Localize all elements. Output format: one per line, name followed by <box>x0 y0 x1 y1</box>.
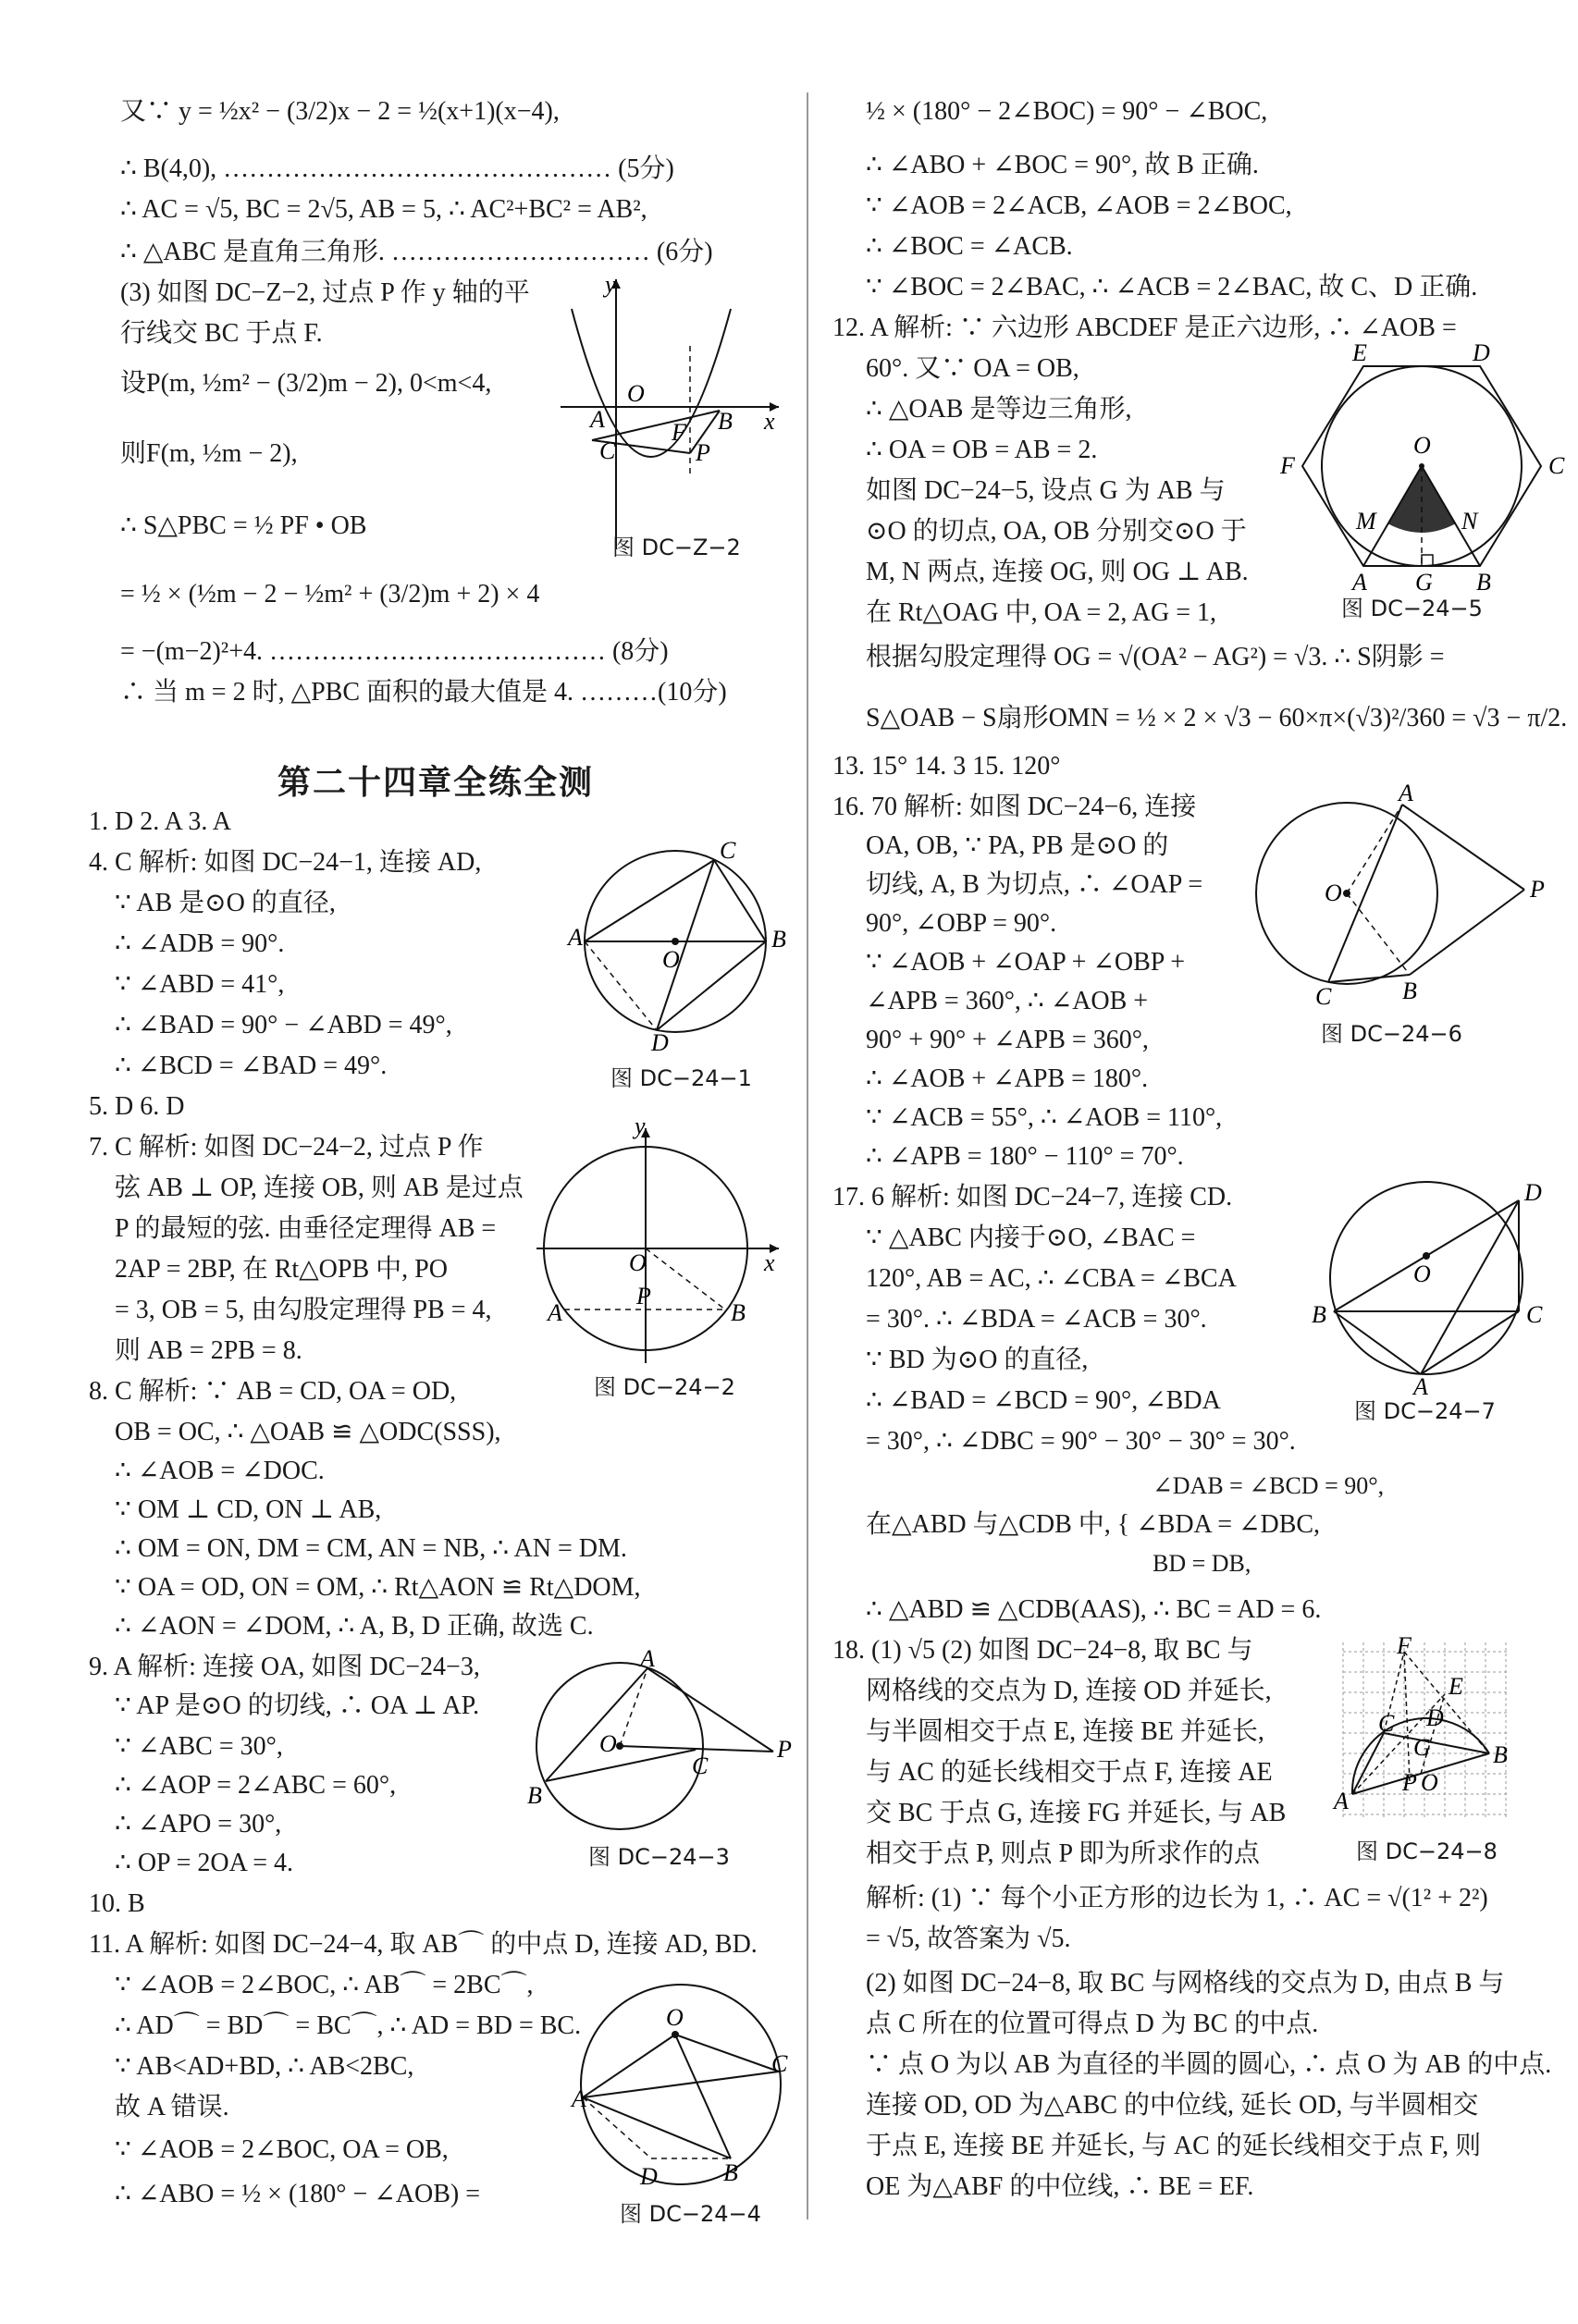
figure-caption: 图 DC−24−5 <box>1341 596 1483 621</box>
text-line: M, N 两点, 连接 OG, 则 OG ⊥ AB. <box>866 558 1249 586</box>
answer-line: ∵ ∠AOB = 2∠BOC, OA = OB, <box>115 2135 449 2164</box>
fig-label: G <box>1413 1734 1431 1761</box>
fig-label: D <box>651 1029 669 1056</box>
fig-label: A <box>568 924 583 951</box>
text-line: ∴ ∠BOC = ∠ACB. <box>866 232 1073 261</box>
fig-label: M <box>1356 508 1376 535</box>
fig-label: F <box>672 419 686 446</box>
answer-line: ∵ ∠ABC = 30°, <box>115 1732 283 1761</box>
answer-line: 则 AB = 2PB = 8. <box>115 1336 302 1365</box>
fig-label: C <box>1378 1710 1395 1737</box>
fig-label: F <box>1280 452 1295 479</box>
text-line: ∵ △ABC 内接于⊙O, ∠BAC = <box>866 1223 1196 1252</box>
answer-line: 4. C 解析: 如图 DC−24−1, 连接 AD, <box>89 848 482 877</box>
fig-label: O <box>1325 879 1342 906</box>
fig-label: E <box>1449 1673 1463 1700</box>
text-line: 相交于点 P, 则点 P 即为所求作的点 <box>866 1839 1261 1868</box>
figure-24-5 <box>1276 339 1578 621</box>
text-line: ∴ ∠BAD = ∠BCD = 90°, ∠BDA <box>866 1386 1221 1415</box>
fig-label: y <box>635 1113 646 1139</box>
column-divider <box>807 92 808 2219</box>
fig-label: P <box>636 1283 651 1310</box>
text-line: 120°, AB = AC, ∴ ∠CBA = ∠BCA <box>866 1264 1237 1293</box>
text-line: 12. A 解析: ∵ 六边形 ABCDEF 是正六边形, ∴ ∠AOB = <box>832 314 1457 342</box>
text-line: 设P(m, ½m² − (3/2)m − 2), 0<m<4, <box>120 369 492 398</box>
fig-label: A <box>1334 1788 1349 1814</box>
text-line: ∴ ∠APB = 180° − 110° = 70°. <box>866 1142 1184 1171</box>
text-line: 90°, ∠OBP = 90°. <box>866 909 1057 938</box>
text-line: 网格线的交点为 D, 连接 OD 并延长, <box>866 1677 1272 1705</box>
figure-24-2 <box>536 1113 795 1400</box>
text-line: 切线, A, B 为切点, ∴ ∠OAP = <box>866 870 1203 899</box>
text-line: S△OAB − S扇形OMN = ½ × 2 × √3 − 60×π×(√3)²/360 = √3 − π/2. <box>866 704 1568 732</box>
fig-label: F <box>1397 1632 1412 1659</box>
answer-line: ∴ OM = ON, DM = CM, AN = NB, ∴ AN = DM. <box>115 1534 627 1563</box>
answer-line: ∴ ∠AOP = 2∠ABC = 60°, <box>115 1771 397 1800</box>
figure-24-4 <box>573 1977 795 2227</box>
fig-label: P <box>696 439 710 466</box>
fig-label: A <box>1352 569 1367 596</box>
system-line-1: ∠DAB = ∠BCD = 90°, <box>1153 1472 1385 1499</box>
answer-line: = 3, OB = 5, 由勾股定理得 PB = 4, <box>115 1296 492 1324</box>
text-line: 点 C 所在的位置可得点 D 为 BC 的中点. <box>866 2010 1319 2038</box>
text-line: ∴ △OAB 是等边三角形, <box>866 395 1132 424</box>
text-line: ½ × (180° − 2∠BOC) = 90° − ∠BOC, <box>866 97 1268 126</box>
chapter-title: 第二十四章全练全测 <box>277 764 595 802</box>
fig-label: B <box>723 2159 738 2186</box>
answer-line: ∵ AB<AD+BD, ∴ AB<2BC, <box>115 2052 414 2081</box>
text-line: = ½ × (½m − 2 − ½m² + (3/2)m + 2) × 4 <box>120 580 540 609</box>
fig-label: B <box>1493 1741 1508 1768</box>
text-line: 交 BC 于点 G, 连接 FG 并延长, 与 AB <box>866 1799 1287 1827</box>
answer-line: 2AP = 2BP, 在 Rt△OPB 中, PO <box>115 1255 448 1284</box>
text-line: 行线交 BC 于点 F. <box>120 319 323 348</box>
answer-line: ∴ ∠BAD = 90° − ∠ABD = 49°, <box>115 1011 452 1039</box>
text-line: OE 为△ABF 的中位线, ∴ BE = EF. <box>866 2172 1254 2201</box>
text-line: ∴ △ABD ≌ △CDB(AAS), ∴ BC = AD = 6. <box>866 1595 1322 1624</box>
fig-label: O <box>627 380 645 407</box>
figure-caption: 图 DC−24−7 <box>1354 1398 1496 1424</box>
fig-label: A <box>1399 780 1413 806</box>
fig-label: D <box>1426 1704 1444 1731</box>
text-line: 在 Rt△OAG 中, OA = 2, AG = 1, <box>866 598 1217 627</box>
fig-label: C <box>692 1752 709 1779</box>
fig-label: C <box>1526 1301 1543 1328</box>
text-line: 则F(m, ½m − 2), <box>120 439 298 468</box>
fig-label: C <box>1315 983 1332 1010</box>
fig-label: O <box>1413 432 1431 459</box>
answer-line: ∵ AB 是⊙O 的直径, <box>115 889 336 917</box>
figure-parabola <box>561 271 792 560</box>
fig-label: x <box>764 1249 775 1276</box>
answer-line: P 的最短的弦. 由垂径定理得 AB = <box>115 1214 497 1243</box>
text-line: 与 AC 的延长线相交于点 F, 连接 AE <box>866 1758 1273 1787</box>
text-line: = −(m−2)²+4. ………………………………… (8分) <box>120 637 669 666</box>
answer-line: ∴ ∠ABO = ½ × (180° − ∠AOB) = <box>115 2180 480 2208</box>
fig-label: G <box>1415 569 1433 596</box>
fig-label: A <box>590 406 605 433</box>
text-line: = √5, 故答案为 √5. <box>866 1924 1071 1953</box>
answer-line: ∴ AD⌒ = BD⌒ = BC⌒, ∴ AD = BD = BC. <box>115 2011 582 2040</box>
text-line: 60°. 又∵ OA = OB, <box>866 354 1079 383</box>
text-line: 与半圆相交于点 E, 连接 BE 并延长, <box>866 1717 1264 1746</box>
figure-24-6 <box>1254 780 1569 1051</box>
text-line: 解析: (1) ∵ 每个小正方形的边长为 1, ∴ AC = √(1² + 2²) <box>866 1884 1488 1912</box>
figure-caption: 图 DC−24−3 <box>588 1844 730 1870</box>
text-line: 18. (1) √5 (2) 如图 DC−24−8, 取 BC 与 <box>832 1636 1253 1665</box>
text-line: ∴ B(4,0), ……………………………………… (5分) <box>120 154 674 183</box>
text-line: (3) 如图 DC−Z−2, 过点 P 作 y 轴的平 <box>120 278 530 307</box>
fig-label: P <box>777 1736 792 1763</box>
answer-line: 9. A 解析: 连接 OA, 如图 DC−24−3, <box>89 1653 480 1681</box>
fig-label: C <box>771 2050 788 2077</box>
text-line: ∵ ∠BOC = 2∠BAC, ∴ ∠ACB = 2∠BAC, 故 C、D 正确. <box>866 273 1478 301</box>
answer-line: 10. B <box>89 1889 145 1918</box>
answer-line: 7. C 解析: 如图 DC−24−2, 过点 P 作 <box>89 1133 484 1162</box>
answer-line: ∴ ∠ADB = 90°. <box>115 929 285 958</box>
text-line: ∵ ∠ACB = 55°, ∴ ∠AOB = 110°, <box>866 1103 1223 1132</box>
fig-label: D <box>1473 339 1490 366</box>
fig-label: O <box>1421 1769 1438 1796</box>
figure-24-8 <box>1325 1632 1528 1874</box>
fig-label: A <box>548 1299 562 1326</box>
answer-line: ∴ ∠BCD = ∠BAD = 49°. <box>115 1051 388 1080</box>
text-line: ∵ ∠AOB + ∠OAP + ∠OBP + <box>866 948 1186 977</box>
fig-label: N <box>1461 508 1478 535</box>
fig-label: B <box>1402 978 1417 1004</box>
figure-caption: 图 DC−24−6 <box>1321 1021 1462 1047</box>
answer-line: 1. D 2. A 3. A <box>89 807 232 836</box>
text-line: 16. 70 解析: 如图 DC−24−6, 连接 <box>832 793 1197 821</box>
fig-label: B <box>718 408 733 435</box>
answer-line: 11. A 解析: 如图 DC−24−4, 取 AB⌒ 的中点 D, 连接 AD, BD. <box>89 1930 758 1959</box>
fig-label: A <box>572 2085 586 2112</box>
fig-label: B <box>1312 1301 1326 1328</box>
text-line: ⊙O 的切点, OA, OB 分别交⊙O 于 <box>866 517 1247 546</box>
answer-line: ∵ OA = OD, ON = OM, ∴ Rt△AON ≌ Rt△DOM, <box>115 1573 641 1602</box>
fig-label: O <box>662 946 680 973</box>
answer-line: ∵ ∠AOB = 2∠BOC, ∴ AB⌒ = 2BC⌒, <box>115 1971 534 1999</box>
fig-label: B <box>771 926 786 953</box>
figure-24-7 <box>1299 1174 1578 1424</box>
answer-line: 5. D 6. D <box>89 1092 185 1121</box>
system-line-2: 在△ABD 与△CDB 中, { ∠BDA = ∠DBC, <box>866 1510 1321 1539</box>
fig-label: D <box>640 2163 658 2190</box>
text-line: 90° + 90° + ∠APB = 360°, <box>866 1026 1149 1054</box>
fig-label: O <box>599 1730 617 1757</box>
text-line: ∵ BD 为⊙O 的直径, <box>866 1346 1089 1374</box>
fig-label: E <box>1352 339 1367 366</box>
answer-line: ∵ ∠ABD = 41°, <box>115 970 285 999</box>
text-line: ∴ 当 m = 2 时, △PBC 面积的最大值是 4. ………(10分) <box>120 678 727 707</box>
text-line: ∴ S△PBC = ½ PF • OB <box>120 511 367 540</box>
answer-line: 8. C 解析: ∵ AB = CD, OA = OD, <box>89 1377 457 1406</box>
fig-label: x <box>764 408 775 435</box>
fig-label: y <box>605 271 616 298</box>
text-line: 如图 DC−24−5, 设点 G 为 AB 与 <box>866 476 1226 505</box>
figure-24-3 <box>527 1645 795 1870</box>
fig-label: B <box>527 1782 542 1809</box>
figure-caption: 图 DC−24−4 <box>620 2201 761 2227</box>
fig-label: O <box>1413 1260 1431 1287</box>
text-line: (2) 如图 DC−24−8, 取 BC 与网格线的交点为 D, 由点 B 与 <box>866 1969 1505 1998</box>
figure-caption: 图 DC−24−8 <box>1356 1838 1498 1864</box>
answer-line: ∴ OP = 2OA = 4. <box>115 1849 294 1877</box>
answer-line: 故 A 错误. <box>115 2093 229 2121</box>
text-line: 又∵ y = ½x² − (3/2)x − 2 = ½(x+1)(x−4), <box>120 97 560 126</box>
fig-label: A <box>1413 1373 1428 1400</box>
text-line: 连接 OD, OD 为△ABC 的中位线, 延长 OD, 与半圆相交 <box>866 2091 1479 2120</box>
fig-label: O <box>666 2004 684 2031</box>
text-line: ∵ 点 O 为以 AB 为直径的半圆的圆心, ∴ 点 O 为 AB 的中点. <box>866 2050 1552 2079</box>
answer-line: OB = OC, ∴ △OAB ≌ △ODC(SSS), <box>115 1418 501 1446</box>
text-line: ∴ ∠AOB + ∠APB = 180°. <box>866 1064 1149 1093</box>
text-line: ∴ △ABC 是直角三角形. ………………………… (6分) <box>120 238 713 266</box>
text-line: = 30°. ∴ ∠BDA = ∠ACB = 30°. <box>866 1305 1207 1334</box>
figure-caption: 图 DC−Z−2 <box>612 535 741 560</box>
text-line: ∴ ∠ABO + ∠BOC = 90°, 故 B 正确. <box>866 151 1259 179</box>
text-line: 根据勾股定理得 OG = √(OA² − AG²) = √3. ∴ S阴影 = <box>866 643 1445 671</box>
text-line: 于点 E, 连接 BE 并延长, 与 AC 的延长线相交于点 F, 则 <box>866 2132 1482 2160</box>
fig-label: P <box>1402 1769 1417 1796</box>
text-line: ∴ AC = √5, BC = 2√5, AB = 5, ∴ AC²+BC² = AB², <box>120 195 647 224</box>
text-line: 13. 15° 14. 3 15. 120° <box>832 752 1061 781</box>
answer-line: 弦 AB ⊥ OP, 连接 OB, 则 AB 是过点 <box>115 1174 524 1202</box>
figure-caption: 图 DC−24−1 <box>610 1065 752 1091</box>
system-line-3: BD = DB, <box>1153 1550 1251 1577</box>
figure-caption: 图 DC−24−2 <box>594 1374 735 1400</box>
fig-label: D <box>1524 1179 1542 1206</box>
text-line: OA, OB, ∵ PA, PB 是⊙O 的 <box>866 831 1169 860</box>
text-line: ∠APB = 360°, ∴ ∠AOB + <box>866 987 1149 1015</box>
fig-label: P <box>1530 876 1545 903</box>
fig-label: C <box>720 837 736 864</box>
fig-label: C <box>599 437 616 464</box>
fig-label: B <box>731 1299 746 1326</box>
fig-label: A <box>640 1645 655 1672</box>
answer-line: ∵ OM ⊥ CD, ON ⊥ AB, <box>115 1495 382 1524</box>
text-line: = 30°, ∴ ∠DBC = 90° − 30° − 30° = 30°. <box>866 1427 1296 1456</box>
fig-label: B <box>1476 569 1491 596</box>
fig-label: O <box>629 1249 647 1276</box>
text-line: 17. 6 解析: 如图 DC−24−7, 连接 CD. <box>832 1183 1233 1211</box>
answer-line: ∴ ∠AON = ∠DOM, ∴ A, B, D 正确, 故选 C. <box>115 1612 594 1641</box>
answer-line: ∵ AP 是⊙O 的切线, ∴ OA ⊥ AP. <box>115 1691 480 1720</box>
figure-24-1 <box>555 837 795 1091</box>
answer-line: ∴ ∠AOB = ∠DOC. <box>115 1457 325 1485</box>
text-line: ∵ ∠AOB = 2∠ACB, ∠AOB = 2∠BOC, <box>866 191 1292 220</box>
text-line: ∴ OA = OB = AB = 2. <box>866 436 1098 464</box>
answer-line: ∴ ∠APO = 30°, <box>115 1810 282 1838</box>
fig-label: C <box>1548 452 1565 479</box>
